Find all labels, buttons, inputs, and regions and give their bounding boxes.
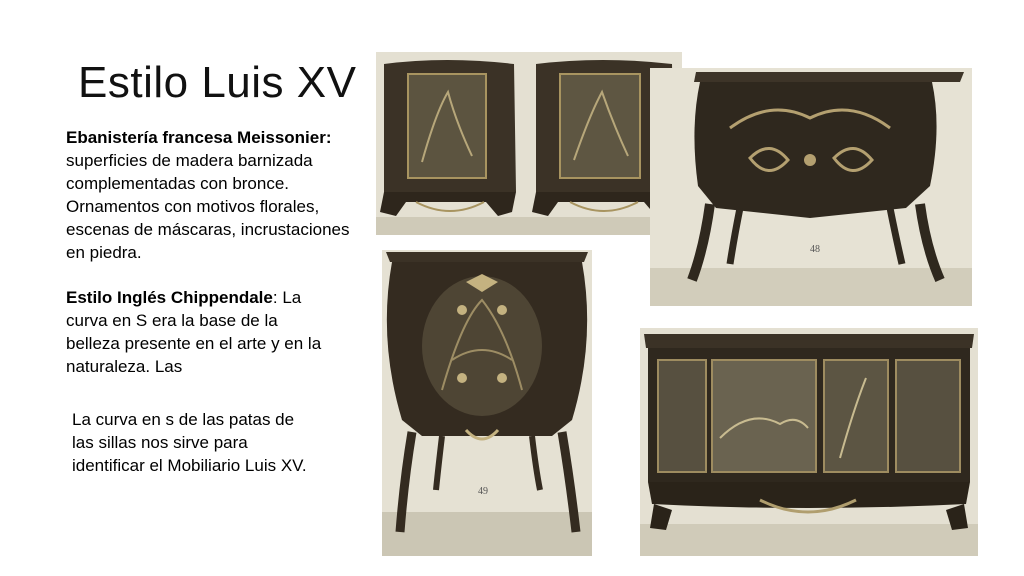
paragraph-meissonier: [66, 126, 358, 264]
slide-title: Estilo Luis XV: [78, 58, 357, 107]
photo-corner-cabinets: [376, 52, 682, 235]
plate-number-49: 49: [478, 486, 488, 497]
paragraph-chippendale: [66, 286, 326, 378]
paragraph-chippendale-text: : La curva en S era la base de la belleza presente en el arte y en la naturaleza. Las: [66, 288, 322, 376]
paragraph-meissonier-text: superficies de madera barnizada complementadas con bronce. Ornamentos con motivos florales, escenas de máscaras, incrustaciones en piedra.: [66, 151, 350, 262]
paragraph-chippendale-heading: Estilo Inglés Chippendale: [66, 288, 273, 307]
photo-lacquer-cabinet: [640, 328, 978, 556]
plate-number-48: 48: [810, 244, 820, 255]
paragraph-meissonier-heading: Ebanistería francesa Meissonier:: [66, 128, 332, 147]
photo-commode-49: [382, 250, 592, 556]
photo-commode-48: [650, 68, 972, 306]
paragraph-curva-s-text: La curva en s de las patas de las sillas nos sirve para identificar el Mobiliario Luis XV.: [72, 410, 307, 475]
paragraph-curva-s: [72, 408, 308, 477]
